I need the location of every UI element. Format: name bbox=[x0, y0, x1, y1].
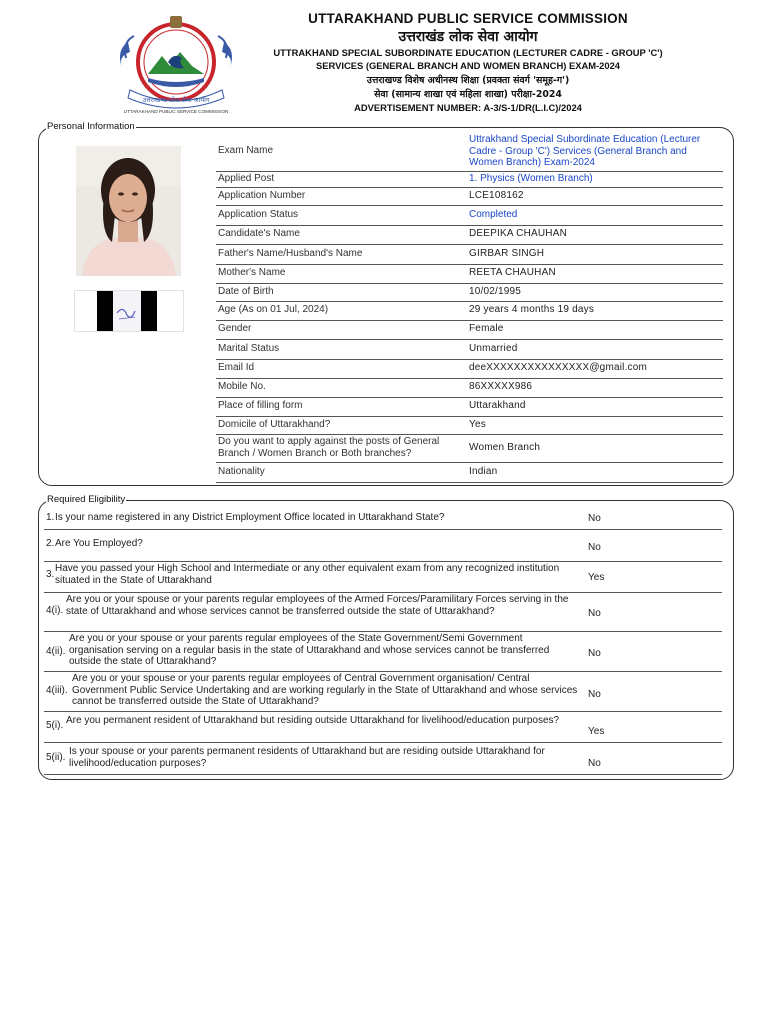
logo-caption: UTTARAKHAND PUBLIC SERVICE COMMISSION bbox=[123, 109, 229, 114]
label-mobile: Mobile No. bbox=[218, 381, 266, 392]
value-father-name: GIRBAR SINGH bbox=[469, 248, 545, 259]
label-branch-choice: Do you want to apply against the posts of General Branch / Women Branch or Both branches? bbox=[218, 436, 440, 459]
label-application-number: Application Number bbox=[218, 190, 306, 201]
value-candidate-name: DEEPIKA CHAUHAN bbox=[469, 228, 568, 239]
answer-value: Yes bbox=[588, 572, 605, 583]
eligibility-legend: Required Eligibility bbox=[47, 494, 126, 505]
row-mobile bbox=[216, 379, 723, 398]
label-mother-name: Mother's Name bbox=[218, 267, 286, 278]
personal-info-legend: Personal Information bbox=[47, 121, 135, 132]
eligibility-row bbox=[44, 593, 722, 632]
value-marital-status: Unmarried bbox=[469, 343, 518, 354]
label-place-of-filling: Place of filling form bbox=[218, 400, 303, 411]
row-domicile bbox=[216, 417, 723, 435]
value-application-status: Completed bbox=[469, 209, 518, 220]
question-text: Have you passed your High School and Intermediate or any other equivalent exam from any recognized institution situated in the State of Uttarakhand bbox=[55, 563, 560, 586]
value-application-number: LCE108162 bbox=[469, 190, 524, 201]
eligibility-row bbox=[44, 672, 722, 712]
answer-value: No bbox=[588, 608, 601, 619]
answer-value: No bbox=[588, 542, 601, 553]
question-text: Are you or your spouse or your parents regular employees of Central Government organisation/ Central Government Public Service Undertaking and are working regularly in the State of Uttarakhand and whose services cannot be transferred outside the State of Uttarakhand? bbox=[72, 673, 578, 707]
value-exam-name: Uttrakhand Special Subordinate Education (Lecturer Cadre - Group 'C') Services (General Branch and Women Branch) Exam-2024 bbox=[469, 134, 701, 168]
answer-value: No bbox=[588, 648, 601, 659]
answer-value: No bbox=[588, 758, 601, 769]
value-email: deeXXXXXXXXXXXXXXX@gmail.com bbox=[469, 362, 648, 373]
row-gender bbox=[216, 321, 723, 340]
value-branch-choice: Women Branch bbox=[469, 442, 541, 453]
label-gender: Gender bbox=[218, 323, 252, 334]
logo-text: उत्तराखण्ड लोक सेवा आयोग bbox=[142, 96, 210, 104]
eligibility-row bbox=[44, 530, 722, 562]
answer-value: No bbox=[588, 689, 601, 700]
row-date-of-birth bbox=[216, 284, 723, 302]
question-number: 1. bbox=[46, 512, 55, 523]
question-number: 2. bbox=[46, 538, 55, 549]
label-marital-status: Marital Status bbox=[218, 343, 280, 354]
row-marital-status bbox=[216, 340, 723, 360]
row-place-of-filling bbox=[216, 398, 723, 417]
row-branch-choice bbox=[216, 435, 723, 463]
value-mother-name: REETA CHAUHAN bbox=[469, 267, 556, 278]
advertisement-number: ADVERTISEMENT NUMBER: A-3/S-1/DR(L.I.C)/2024 bbox=[354, 102, 582, 113]
question-number: 4(iii). bbox=[46, 685, 68, 696]
label-applied-post: Applied Post bbox=[218, 173, 275, 184]
row-exam-name bbox=[216, 133, 723, 172]
answer-value: No bbox=[588, 513, 601, 524]
question-number: 4(i). bbox=[46, 605, 64, 616]
value-applied-post: 1. Physics (Women Branch) bbox=[469, 173, 593, 184]
label-domicile: Domicile of Uttarakhand? bbox=[218, 419, 331, 430]
label-age: Age (As on 01 Jul, 2024) bbox=[218, 304, 329, 315]
label-candidate-name: Candidate's Name bbox=[218, 228, 300, 239]
question-text: Are You Employed? bbox=[55, 538, 143, 549]
org-name-hindi: उत्तराखंड लोक सेवा आयोग bbox=[398, 29, 538, 45]
answer-value: Yes bbox=[588, 726, 605, 737]
row-email bbox=[216, 360, 723, 379]
label-father-name: Father's Name/Husband's Name bbox=[218, 248, 363, 259]
eligibility-row bbox=[44, 743, 722, 775]
label-application-status: Application Status bbox=[218, 209, 299, 220]
row-application-number bbox=[216, 188, 723, 206]
row-nationality bbox=[216, 463, 723, 483]
label-nationality: Nationality bbox=[218, 466, 265, 477]
row-candidate-name bbox=[216, 226, 723, 245]
row-applied-post bbox=[216, 171, 723, 188]
value-age: 29 years 4 months 19 days bbox=[469, 304, 595, 315]
row-mother-name bbox=[216, 265, 723, 284]
row-age bbox=[216, 302, 723, 321]
exam-title-line2: SERVICES (GENERAL BRANCH AND WOMEN BRANCH) EXAM-2024 bbox=[315, 60, 621, 71]
question-text: Are you or your spouse or your parents regular employees of the State Government/Semi Government organisation serving on a regular basis in the state of Uttarakhand and whose services cannot be transferred outside the state of Uttarakhand? bbox=[69, 633, 550, 667]
question-number: 3. bbox=[46, 569, 55, 580]
upsc-logo bbox=[108, 12, 244, 116]
value-nationality: Indian bbox=[469, 466, 498, 477]
exam-title-line1: UTTRAKHAND SPECIAL SUBORDINATE EDUCATION (LECTURER CADRE - GROUP 'C') bbox=[273, 47, 663, 58]
label-exam-name: Exam Name bbox=[218, 145, 274, 156]
label-email: Email Id bbox=[218, 362, 255, 373]
value-domicile: Yes bbox=[469, 419, 486, 430]
candidate-photo bbox=[76, 146, 181, 276]
value-date-of-birth: 10/02/1995 bbox=[469, 286, 522, 297]
value-gender: Female bbox=[469, 323, 504, 334]
exam-title-hindi-line2: सेवा (सामान्य शाखा एवं महिला शाखा) परीक्षा-2024 bbox=[374, 89, 562, 100]
org-name: UTTARAKHAND PUBLIC SERVICE COMMISSION bbox=[308, 11, 628, 26]
eligibility-row bbox=[44, 509, 722, 530]
candidate-signature bbox=[74, 290, 184, 332]
exam-title-hindi-line1: उत्तराखण्ड विशेष अधीनस्थ शिक्षा (प्रवक्ता संवर्ग 'समूह-ग') bbox=[366, 75, 570, 86]
value-place-of-filling: Uttarakhand bbox=[469, 400, 526, 411]
question-text: Is your spouse or your parents permanent residents of Uttarakhand but are residing outside Uttarakhand for livelihood/education purposes? bbox=[69, 746, 545, 769]
question-text: Are you permanent resident of Uttarakhand but residing outside Uttarakhand for livelihood/education purposes? bbox=[66, 715, 560, 726]
question-number: 5(i). bbox=[46, 720, 64, 731]
eligibility-row bbox=[44, 712, 722, 743]
eligibility-row bbox=[44, 632, 722, 672]
question-number: 5(ii). bbox=[46, 752, 66, 763]
eligibility-row bbox=[44, 562, 722, 593]
row-father-name bbox=[216, 245, 723, 265]
label-date-of-birth: Date of Birth bbox=[218, 286, 274, 297]
question-text: Are you or your spouse or your parents regular employees of the Armed Forces/Paramilitary Forces serving in the state of Uttarakhand and whose services cannot be transferred outside the state of Uttarakhand? bbox=[66, 594, 569, 617]
question-text: Is your name registered in any District Employment Office located in Uttarakhand State? bbox=[55, 512, 445, 523]
value-mobile: 86XXXXX986 bbox=[469, 381, 533, 392]
row-application-status bbox=[216, 206, 723, 226]
question-number: 4(ii). bbox=[46, 646, 66, 657]
